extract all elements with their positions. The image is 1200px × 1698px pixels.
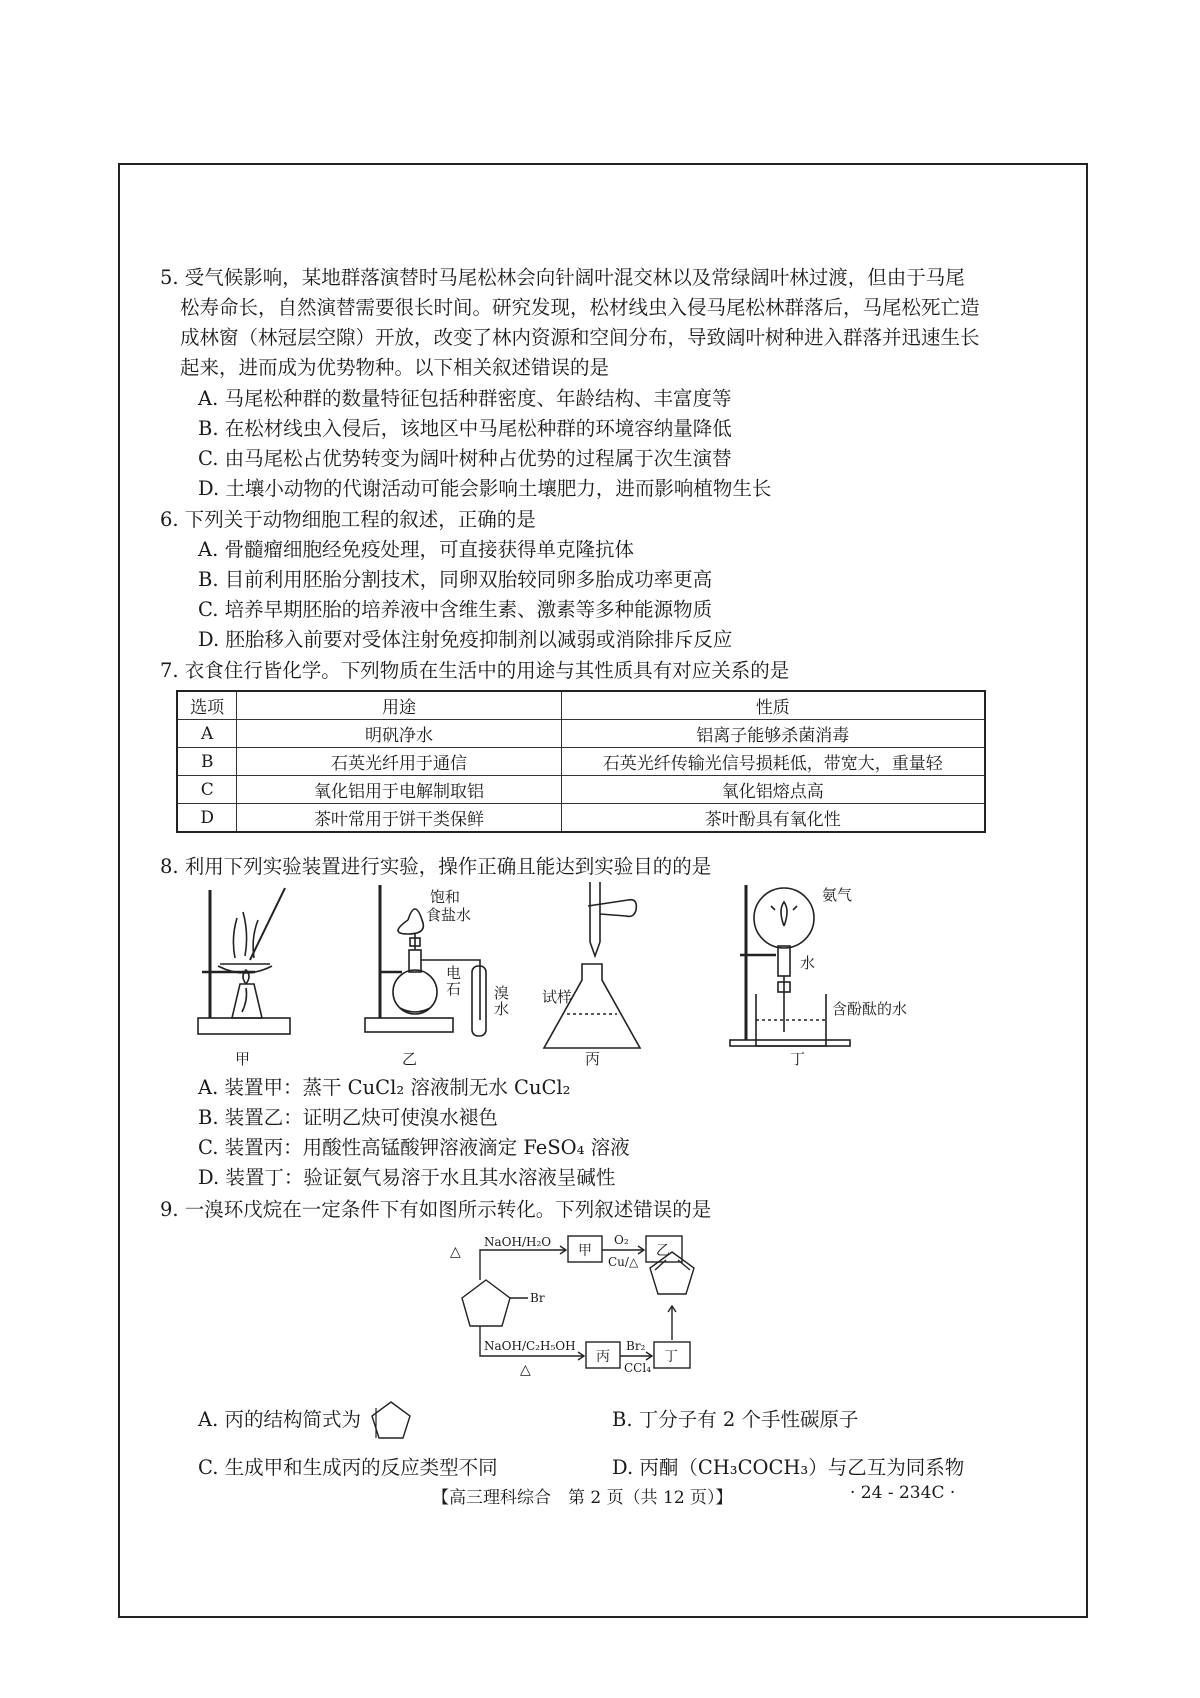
q9-option-a: A. 丙的结构简式为 xyxy=(198,1408,361,1431)
q5-line-3: 成林窗（林冠层空隙）开放，改变了林内资源和空间分布，导致阔叶树种进入群落并迅速生长 xyxy=(180,326,980,349)
o2-label: O₂ xyxy=(614,1233,629,1247)
q5-option-b: B. 在松材线虫入侵后，该地区中马尾松种群的环境容纳量降低 xyxy=(198,417,732,440)
q7-stem: 7. 衣食住行皆化学。下列物质在生活中的用途与其性质具有对应关系的是 xyxy=(160,659,790,682)
apparatus-ding-diagram xyxy=(730,885,853,1046)
box-jia-label: 甲 xyxy=(578,1243,592,1259)
box-yi-label: 乙 xyxy=(656,1243,670,1259)
q9-option-d: D. 丙酮（CH₃COCH₃）与乙互为同系物 xyxy=(612,1456,965,1479)
q7-table xyxy=(176,690,986,833)
bing-label-sample: 试样 xyxy=(542,988,573,1006)
page-footer: 【高三理科综合 第 2 页（共 12 页）】 xyxy=(432,1488,733,1508)
yi-label-brine: 食盐水 xyxy=(426,906,472,924)
table-header-row xyxy=(177,691,985,720)
yi-label-carbide-1: 电 xyxy=(446,964,462,982)
apparatus-jia-diagram xyxy=(198,888,290,1034)
q5-line-4: 起来，进而成为优势物种。以下相关叙述错误的是 xyxy=(180,356,610,379)
q6-option-a: A. 骨髓瘤细胞经免疫处理，可直接获得单克隆抗体 xyxy=(198,538,634,561)
apparatus-figure xyxy=(190,880,970,1070)
q5-line-2: 松寿命长，自然演替需要很长时间。研究发现，松材线虫入侵马尾松林群落后，马尾松死亡造 xyxy=(180,296,980,319)
table-cell: 茶叶酚具有氧化性 xyxy=(561,804,985,833)
table-cell: C xyxy=(177,776,237,804)
q6-stem: 6. 下列关于动物细胞工程的叙述，正确的是 xyxy=(160,508,536,531)
q9-option-b: B. 丁分子有 2 个手性碳原子 xyxy=(612,1408,859,1431)
table-header-cell: 选项 xyxy=(177,691,237,720)
table-row xyxy=(177,804,985,833)
table-cell: B xyxy=(177,748,237,776)
table-cell: 氧化铝熔点高 xyxy=(561,776,985,804)
q5-line-1: 5. 受气候影响，某地群落演替时马尾松林会向针阔叶混交林以及常绿阔叶林过渡，但由于马尾 xyxy=(160,266,965,289)
q8-option-c: C. 装置丙：用酸性高锰酸钾溶液滴定 FeSO₄ 溶液 xyxy=(198,1136,630,1159)
table-header-cell: 性质 xyxy=(561,691,985,720)
apparatus-jia-label: 甲 xyxy=(235,1050,251,1068)
table-cell: 石英光纤用于通信 xyxy=(237,748,561,776)
table-cell: A xyxy=(177,720,237,748)
table-cell: 石英光纤传输光信号损耗低，带宽大，重量轻 xyxy=(561,748,985,776)
ding-label-phenolphthalein: 含酚酞的水 xyxy=(832,1000,908,1018)
apparatus-bing-label: 丙 xyxy=(585,1050,601,1068)
table-cell: 茶叶常用于饼干类保鲜 xyxy=(237,804,561,833)
q8-option-b: B. 装置乙：证明乙炔可使溴水褪色 xyxy=(198,1106,498,1129)
reagent-top: NaOH/H₂O xyxy=(484,1235,552,1249)
table-row xyxy=(177,776,985,804)
box-ding-label: 丁 xyxy=(664,1349,678,1365)
q6-option-d: D. 胚胎移入前要对受体注射免疫抑制剂以减弱或消除排斥反应 xyxy=(198,628,733,651)
table-cell: D xyxy=(177,804,237,833)
exam-code: · 24 - 234C · xyxy=(850,1483,956,1503)
q5-option-d: D. 土壤小动物的代谢活动可能会影响土壤肥力，进而影响植物生长 xyxy=(198,477,772,500)
q8-option-d: D. 装置丁：验证氨气易溶于水且其水溶液呈碱性 xyxy=(198,1166,616,1189)
table-row xyxy=(177,720,985,748)
yi-label-carbide-2: 石 xyxy=(446,980,462,998)
apparatus-ding-label: 丁 xyxy=(790,1050,806,1068)
reagent-bottom: NaOH/C₂H₅OH xyxy=(484,1339,576,1353)
cyclopentene-structure xyxy=(368,1398,414,1442)
table-cell: 铝离子能够杀菌消毒 xyxy=(561,720,985,748)
box-bing-label: 丙 xyxy=(596,1349,610,1365)
yi-label-bromine-1: 溴 xyxy=(494,984,510,1002)
q9-stem: 9. 一溴环戊烷在一定条件下有如图所示转化。下列叙述错误的是 xyxy=(160,1198,712,1221)
yi-label-bromine-2: 水 xyxy=(494,1000,510,1018)
apparatus-bing-diagram xyxy=(544,882,640,1048)
table-header-cell: 用途 xyxy=(237,691,561,720)
apparatus-yi-label: 乙 xyxy=(402,1050,418,1068)
q5-option-a: A. 马尾松种群的数量特征包括种群密度、年龄结构、丰富度等 xyxy=(198,387,732,410)
q8-stem: 8. 利用下列实验装置进行实验，操作正确且能达到实验目的的是 xyxy=(160,855,712,878)
q6-option-b: B. 目前利用胚胎分割技术，同卵双胎较同卵多胎成功率更高 xyxy=(198,568,713,591)
q8-option-a: A. 装置甲：蒸干 CuCl₂ 溶液制无水 CuCl₂ xyxy=(198,1076,571,1099)
table-row xyxy=(177,748,985,776)
table-cell: 氧化铝用于电解制取铝 xyxy=(237,776,561,804)
q9-option-c: C. 生成甲和生成丙的反应类型不同 xyxy=(198,1456,498,1479)
delta-bottom: △ xyxy=(520,1362,531,1378)
q6-option-c: C. 培养早期胚胎的培养液中含维生素、激素等多种能源物质 xyxy=(198,598,713,621)
br2-label: Br₂ xyxy=(626,1339,646,1353)
ccl4-label: CCl₄ xyxy=(624,1361,652,1375)
br-label: Br xyxy=(530,1291,545,1305)
reaction-scheme xyxy=(450,1222,790,1392)
cu-label: Cu/△ xyxy=(608,1255,639,1269)
table-cell: 明矾净水 xyxy=(237,720,561,748)
q5-option-c: C. 由马尾松占优势转变为阔叶树种占优势的过程属于次生演替 xyxy=(198,447,732,470)
delta-top: △ xyxy=(450,1244,461,1260)
cyclopentyl-ring xyxy=(462,1280,510,1326)
yi-label-saturated: 饱和 xyxy=(430,888,461,906)
ding-label-water: 水 xyxy=(800,954,816,972)
ding-label-ammonia: 氨气 xyxy=(822,886,853,904)
